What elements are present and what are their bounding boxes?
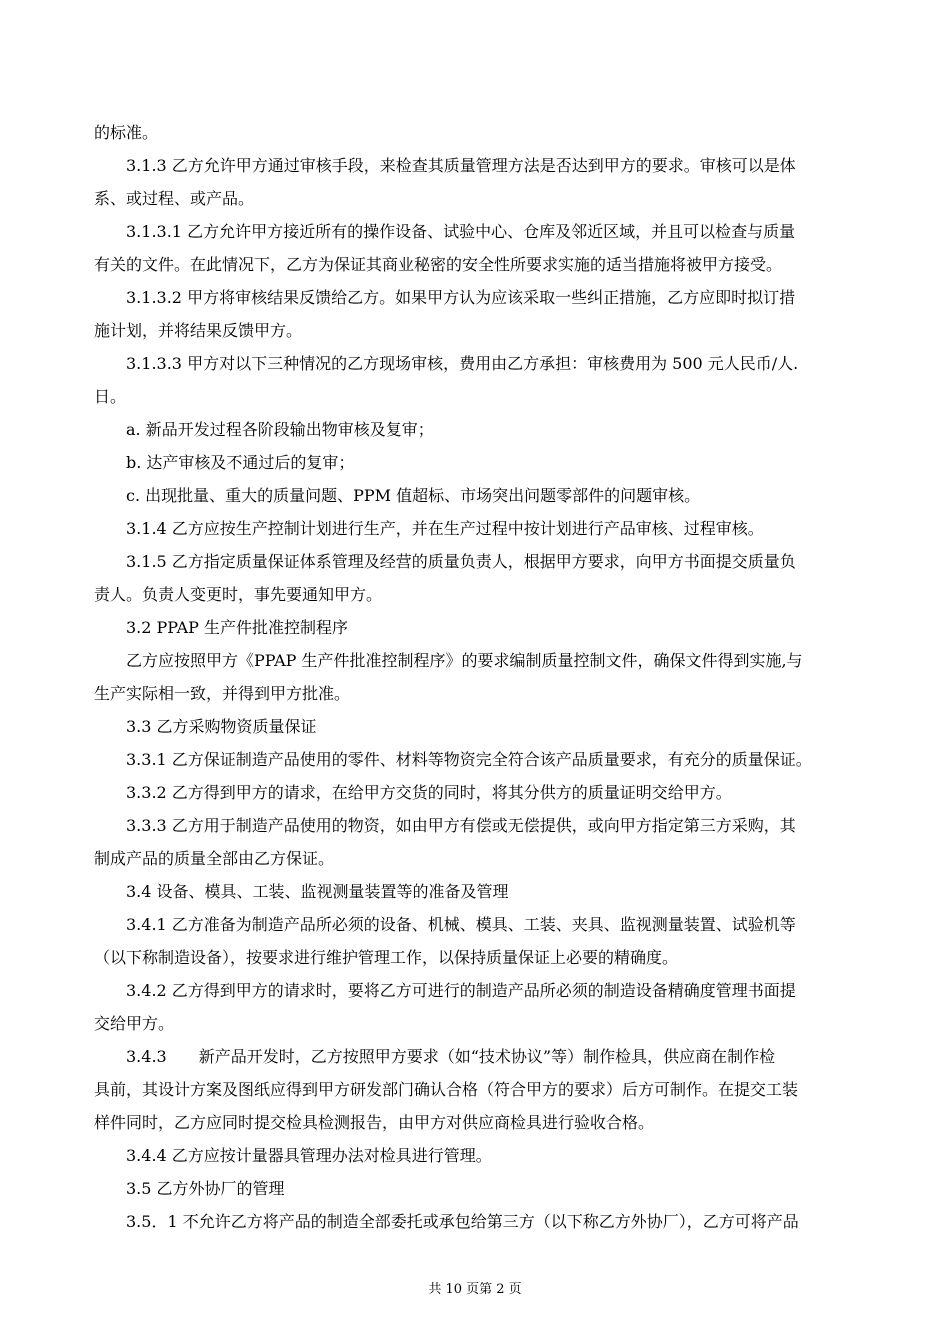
text-line: （以下称制造设备），按要求进行维护管理工作，以保持质量保证上必要的精确度。 [94, 948, 679, 967]
text-line: 3.1.5 乙方指定质量保证体系管理及经营的质量负责人，根据甲方要求，向甲方书面提交质量负 [126, 552, 796, 571]
text-line: 生产实际相一致，并得到甲方批准。 [94, 684, 351, 703]
text-line: b. 达产审核及不通过后的复审； [126, 453, 355, 472]
text-line: 施计划，并将结果反馈甲方。 [94, 321, 303, 340]
text-line: 3.5．1 不允许乙方将产品的制造全部委托或承包给第三方（以下称乙方外协厂），乙方可将产品 [126, 1212, 799, 1231]
document-body [94, 116, 856, 1238]
text-line: c. 出现批量、重大的质量问题、PPM 值超标、市场突出问题零部件的问题审核。 [126, 486, 701, 505]
text-line: 责人。负责人变更时，事先要通知甲方。 [94, 585, 383, 604]
text-line: 3.1.3.2 甲方将审核结果反馈给乙方。如果甲方认为应该采取一些纠正措施，乙方应即时拟订措 [126, 288, 796, 307]
text-line: 乙方应按照甲方《PPAP 生产件批准控制程序》的要求编制质量控制文件，确保文件得到实施,与 [126, 651, 803, 670]
text-line: 3.5 乙方外协厂的管理 [126, 1179, 285, 1198]
text-line: 3.1.3 乙方允许甲方通过审核手段，来检查其质量管理方法是否达到甲方的要求。审核可以是体 [126, 156, 796, 175]
text-line: 3.3.2 乙方得到甲方的请求，在给甲方交货的同时，将其分供方的质量证明交给甲方。 [126, 783, 732, 802]
text-line: 样件同时，乙方应同时提交检具检测报告，由甲方对供应商检具进行验收合格。 [94, 1113, 655, 1132]
text-line: 有关的文件。在此情况下，乙方为保证其商业秘密的安全性所要求实施的适当措施将被甲方接受。 [94, 255, 783, 274]
text-line: 交给甲方。 [94, 1014, 175, 1033]
text-line: 日。 [94, 387, 127, 406]
text-line: 3.4 设备、模具、工装、监视测量装置等的准备及管理 [126, 882, 509, 901]
text-line: 3.1.4 乙方应按生产控制计划进行生产，并在生产过程中按计划进行产品审核、过程审核。 [126, 519, 764, 538]
text-line: 3.3 乙方采购物资质量保证 [126, 717, 317, 736]
text-line: 3.2 PPAP 生产件批准控制程序 [126, 618, 349, 637]
text-line: 3.4.3 新产品开发时，乙方按照甲方要求（如“技术协议”等）制作检具，供应商在制作检 [126, 1047, 776, 1066]
page-footer: 共 10 页第 2 页 [428, 1282, 522, 1297]
text-line: 3.4.1 乙方准备为制造产品所必须的设备、机械、模具、工装、夹具、监视测量装置、试验机等 [126, 915, 796, 934]
text-line: 3.4.2 乙方得到甲方的请求时，要将乙方可进行的制造产品所必须的制造设备精确度管理书面提 [126, 981, 796, 1000]
text-line: 具前，其设计方案及图纸应得到甲方研发部门确认合格（符合甲方的要求）后方可制作。在提交工装 [94, 1080, 799, 1099]
text-line: a. 新品开发过程各阶段输出物审核及复审； [126, 420, 434, 439]
text-line: 3.1.3.1 乙方允许甲方接近所有的操作设备、试验中心、仓库及邻近区域，并且可以检查与质量 [126, 222, 796, 241]
text-line: 3.4.4 乙方应按计量器具管理办法对检具进行管理。 [126, 1146, 492, 1165]
text-line: 3.3.1 乙方保证制造产品使用的零件、材料等物资完全符合该产品质量要求，有充分的质量保证。 [126, 750, 812, 769]
text-line: 的标准。 [94, 123, 159, 142]
text-line: 制成产品的质量全部由乙方保证。 [94, 849, 335, 868]
text-line: 系、或过程、或产品。 [94, 189, 255, 208]
text-line: 3.1.3.3 甲方对以下三种情况的乙方现场审核，费用由乙方承担：审核费用为 500 元人民币/人. [126, 354, 799, 373]
text-line: 3.3.3 乙方用于制造产品使用的物资，如由甲方有偿或无偿提供，或向甲方指定第三方采购，其 [126, 816, 796, 835]
